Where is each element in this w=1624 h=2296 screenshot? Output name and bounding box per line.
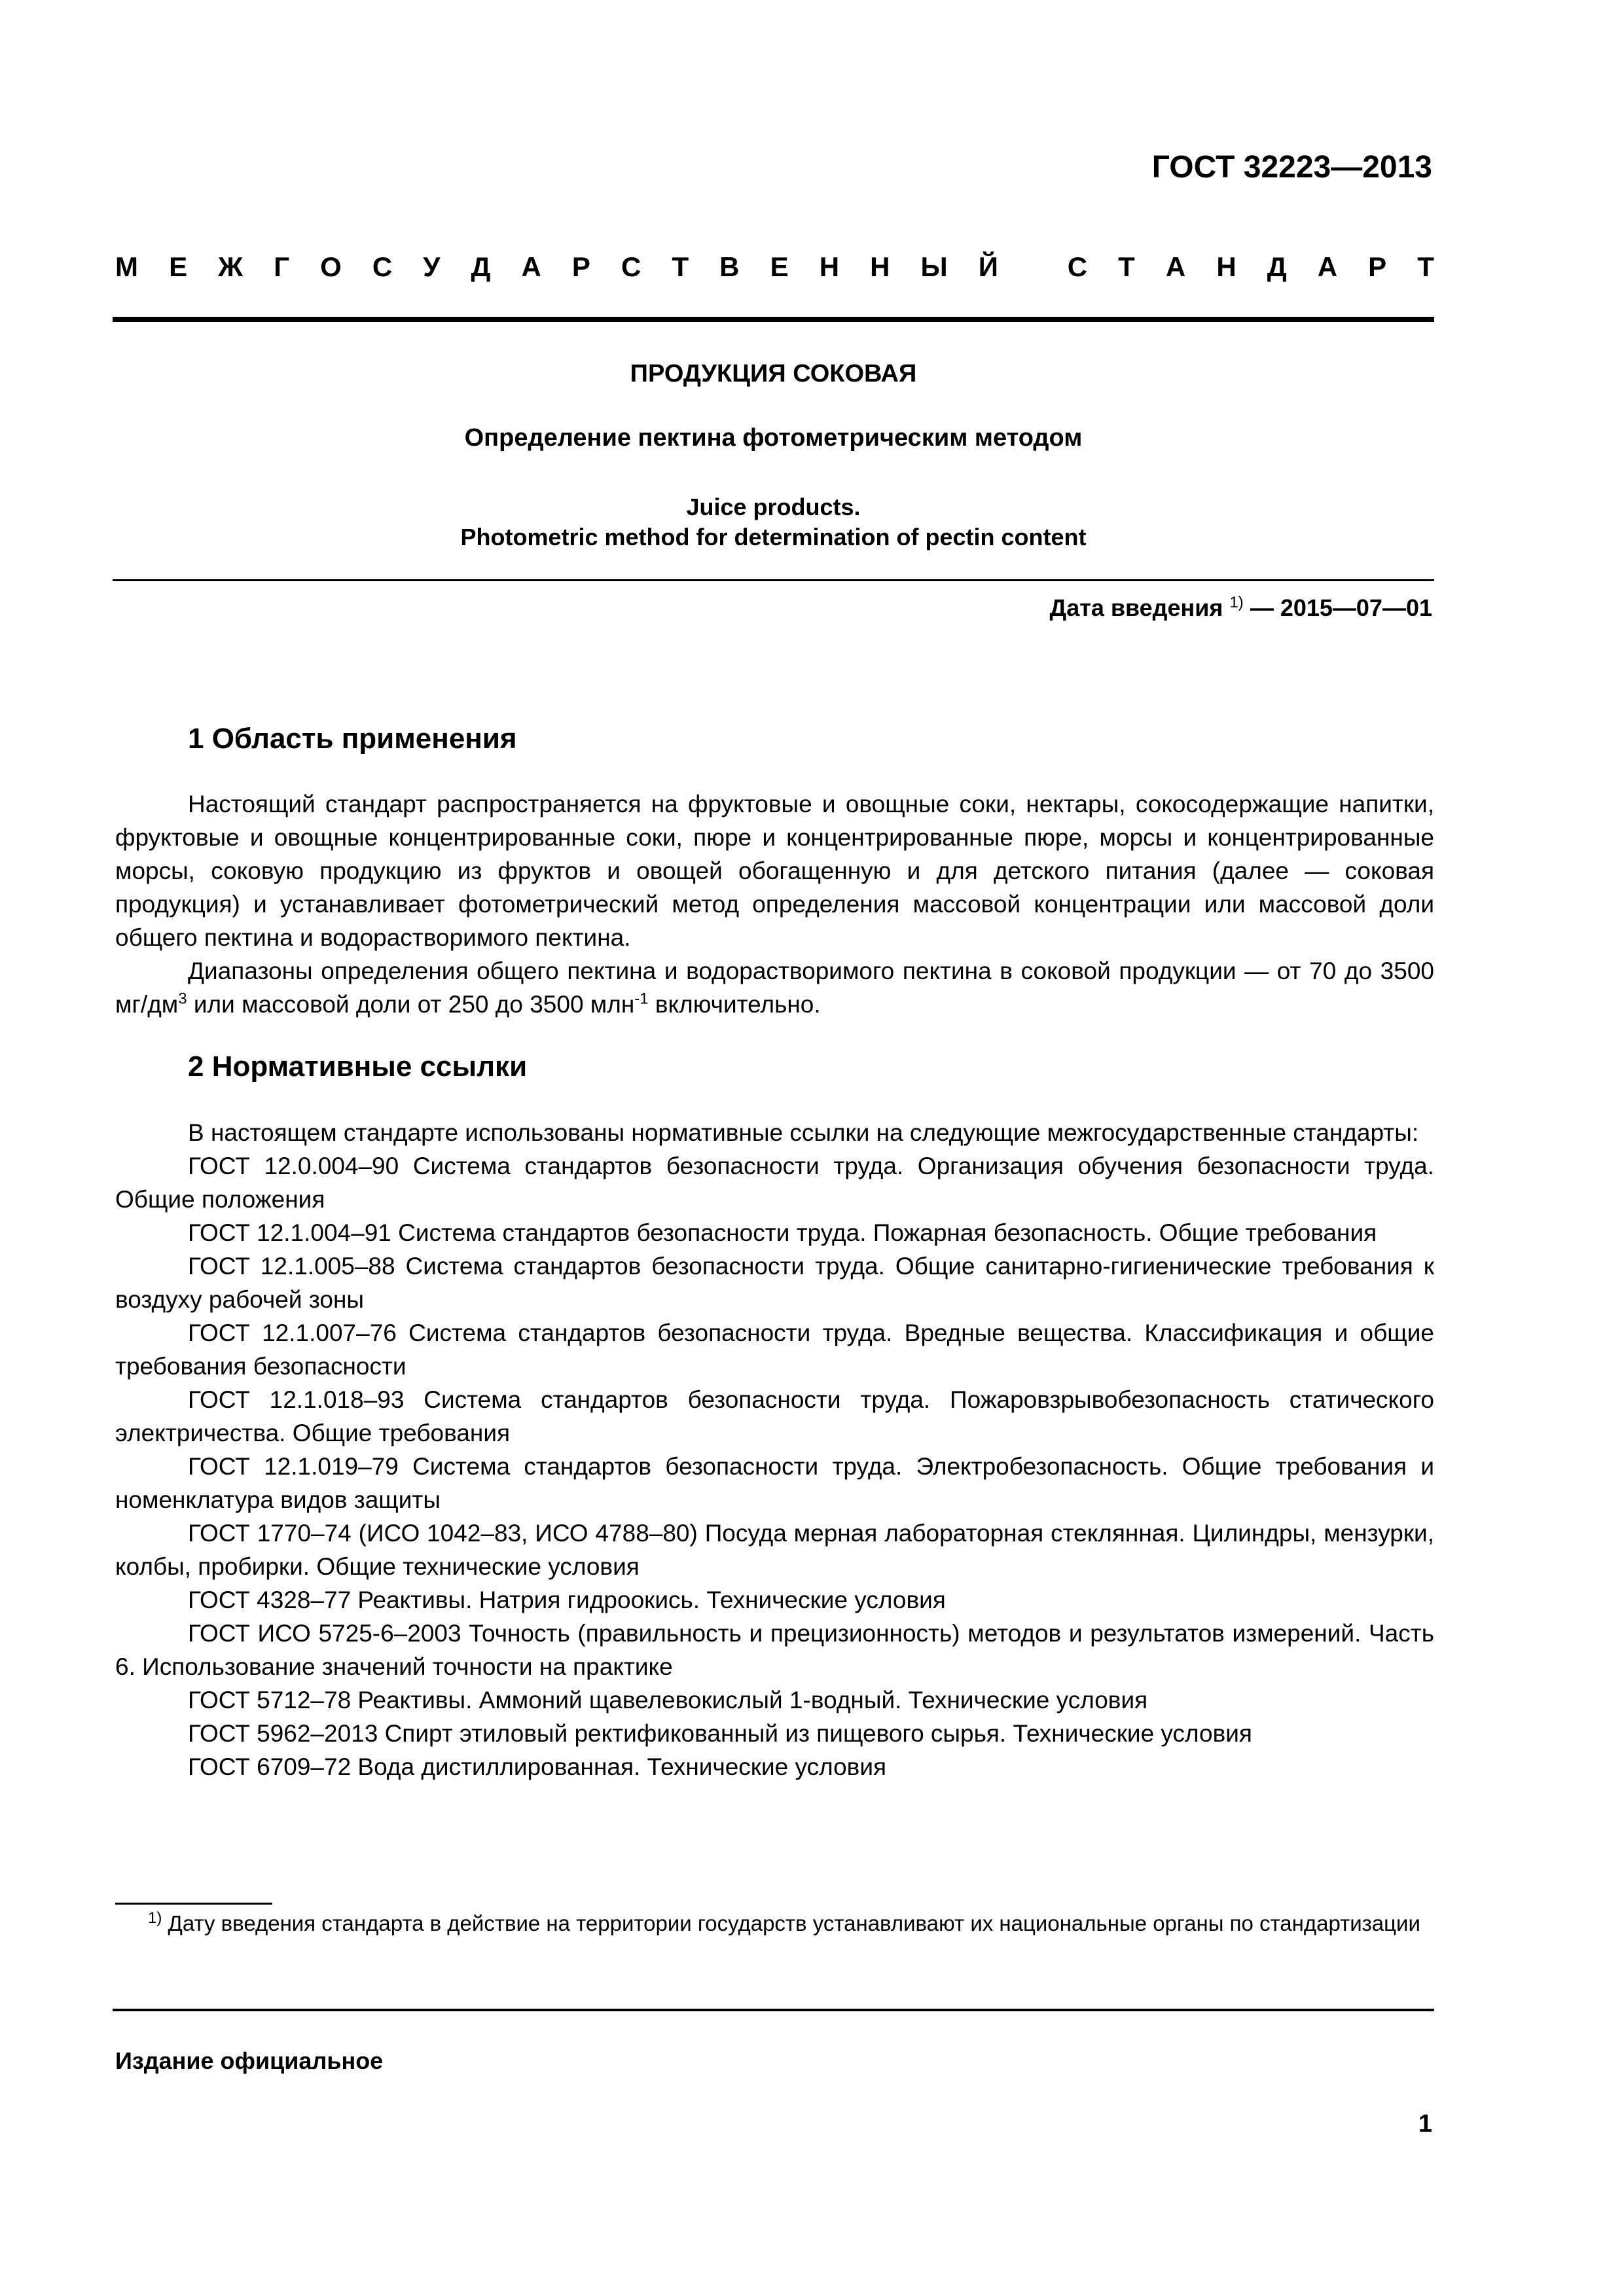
banner-letter: О (320, 251, 342, 282)
footnote (115, 1909, 1434, 1937)
banner-letter: Н (1216, 251, 1236, 282)
banner-letter: Н (870, 251, 890, 282)
english-title-line: Juice products. (686, 493, 861, 520)
introduction-date (1050, 594, 1432, 622)
footnote-mark: 1) (148, 1909, 162, 1927)
banner-letter: Р (1368, 251, 1387, 282)
reference-item: ГОСТ 12.1.004–91 Система стандартов безопасности труда. Пожарная безопасность. Общие требования (188, 1219, 1377, 1246)
footnote-separator (115, 1903, 272, 1905)
section-body-references (115, 1116, 1434, 1784)
reference-item: ГОСТ 6709–72 Вода дистиллированная. Технические условия (188, 1753, 887, 1780)
section-heading-references: 2 Нормативные ссылки (188, 1050, 528, 1083)
reference-item: ГОСТ 12.0.004–90 Система стандартов безопасности труда. Организация обучения безопасности труда. Общие положения (115, 1153, 1434, 1213)
reference-item: ГОСТ 5962–2013 Спирт этиловый ректификованный из пищевого сырья. Технические условия (188, 1720, 1252, 1747)
banner-letter: А (1165, 251, 1186, 282)
document-subtitle: Определение пектина фотометрическим методом (464, 424, 1083, 452)
intro-date-label: Дата введения (1049, 594, 1223, 621)
paragraph: Настоящий стандарт распространяется на фруктовые и овощные соки, нектары, сокосодержащие напитки, фруктовые и овощные концентрированные соки, пюре и концентрированные пюре, морсы и концентрированные морсы, соковую продукцию из фруктов и овощей обогащенную и для детского питания (далее — соковая продукция) и устанавливает фотометрический метод определения массовой концентрации или массовой доли общего пектина и водорастворимого пектина. (115, 791, 1434, 951)
interstate-standard-banner (115, 251, 1434, 283)
reference-item: ГОСТ 1770–74 (ИСО 1042–83, ИСО 4788–80) Посуда мерная лабораторная стеклянная. Цилиндры, мензурки, колбы, пробирки. Общие технические условия (115, 1520, 1434, 1580)
reference-item: ГОСТ 12.1.019–79 Система стандартов безопасности труда. Электробезопасность. Общие требования и номенклатура видов защиты (115, 1453, 1434, 1513)
reference-item: ГОСТ 12.1.018–93 Система стандартов безопасности труда. Пожаровзрывобезопасность статического электричества. Общие требования (115, 1386, 1434, 1446)
reference-item: ГОСТ ИСО 5725-6–2003 Точность (правильность и прецизионность) методов и результатов измерений. Часть 6. Использование значений точности на практике (115, 1620, 1434, 1680)
intro-date-value: — 2015—07—01 (1250, 594, 1432, 621)
section-body-scope (115, 787, 1434, 1021)
banner-letter: Д (471, 251, 491, 282)
banner-letter: У (423, 251, 441, 282)
banner-letter: А (521, 251, 541, 282)
page-number: 1 (1418, 2110, 1432, 2138)
banner-letter: С (621, 251, 641, 282)
reference-item: ГОСТ 5712–78 Реактивы. Аммоний щавелевокислый 1-водный. Технические условия (188, 1687, 1148, 1713)
paragraph: В настоящем стандарте использованы нормативные ссылки на следующие межгосударственные стандарты: (188, 1119, 1419, 1146)
banner-letter: Д (1267, 251, 1287, 282)
banner-letter: Н (819, 251, 840, 282)
footer-divider (113, 2009, 1434, 2011)
english-title (113, 492, 1434, 552)
banner-letter: Г (274, 251, 290, 282)
banner-letter: С (1067, 251, 1088, 282)
banner-letter: Р (571, 251, 590, 282)
title-divider (113, 579, 1434, 581)
paragraph: Диапазоны определения общего пектина и водорастворимого пектина в соковой продукции — от 70 до 3500 $мг/дм^3$ или массовой доли от 250 до 3500 млн$^{-1}$ включительно. (115, 958, 1434, 1018)
banner-letter: С (372, 251, 393, 282)
banner-letter: Т (672, 251, 689, 282)
banner-letter: Е (770, 251, 789, 282)
banner-letter: Ы (920, 251, 948, 282)
banner-letter: Й (978, 251, 998, 282)
banner-letter: Е (169, 251, 188, 282)
banner-letter: Т (1417, 251, 1434, 282)
banner-letter: Т (1118, 251, 1135, 282)
english-title-line: Photometric method for determination of pectin content (460, 524, 1087, 550)
footnote-text: Дату введения стандарта в действие на территории государств устанавливают их национальные органы по стандартизации (168, 1911, 1420, 1935)
banner-gap (1029, 251, 1037, 283)
section-heading-scope: 1 Область применения (188, 723, 517, 755)
banner-letter: М (115, 251, 138, 282)
banner-letter: В (719, 251, 740, 282)
banner-letter: А (1317, 251, 1338, 282)
document-title: ПРОДУКЦИЯ СОКОВАЯ (630, 360, 917, 387)
header-divider (113, 317, 1434, 322)
banner-letter: Ж (218, 251, 244, 282)
document-code: ГОСТ 32223—2013 (1151, 150, 1432, 185)
edition-label: Издание официальное (115, 2047, 384, 2074)
footnote-reference: 1) (1229, 594, 1244, 611)
reference-item: ГОСТ 4328–77 Реактивы. Натрия гидроокись. Технические условия (188, 1587, 946, 1613)
reference-item: ГОСТ 12.1.005–88 Система стандартов безопасности труда. Общие санитарно-гигиенические требования к воздуху рабочей зоны (115, 1253, 1434, 1313)
reference-item: ГОСТ 12.1.007–76 Система стандартов безопасности труда. Вредные вещества. Классификация и общие требования безопасности (115, 1319, 1434, 1380)
